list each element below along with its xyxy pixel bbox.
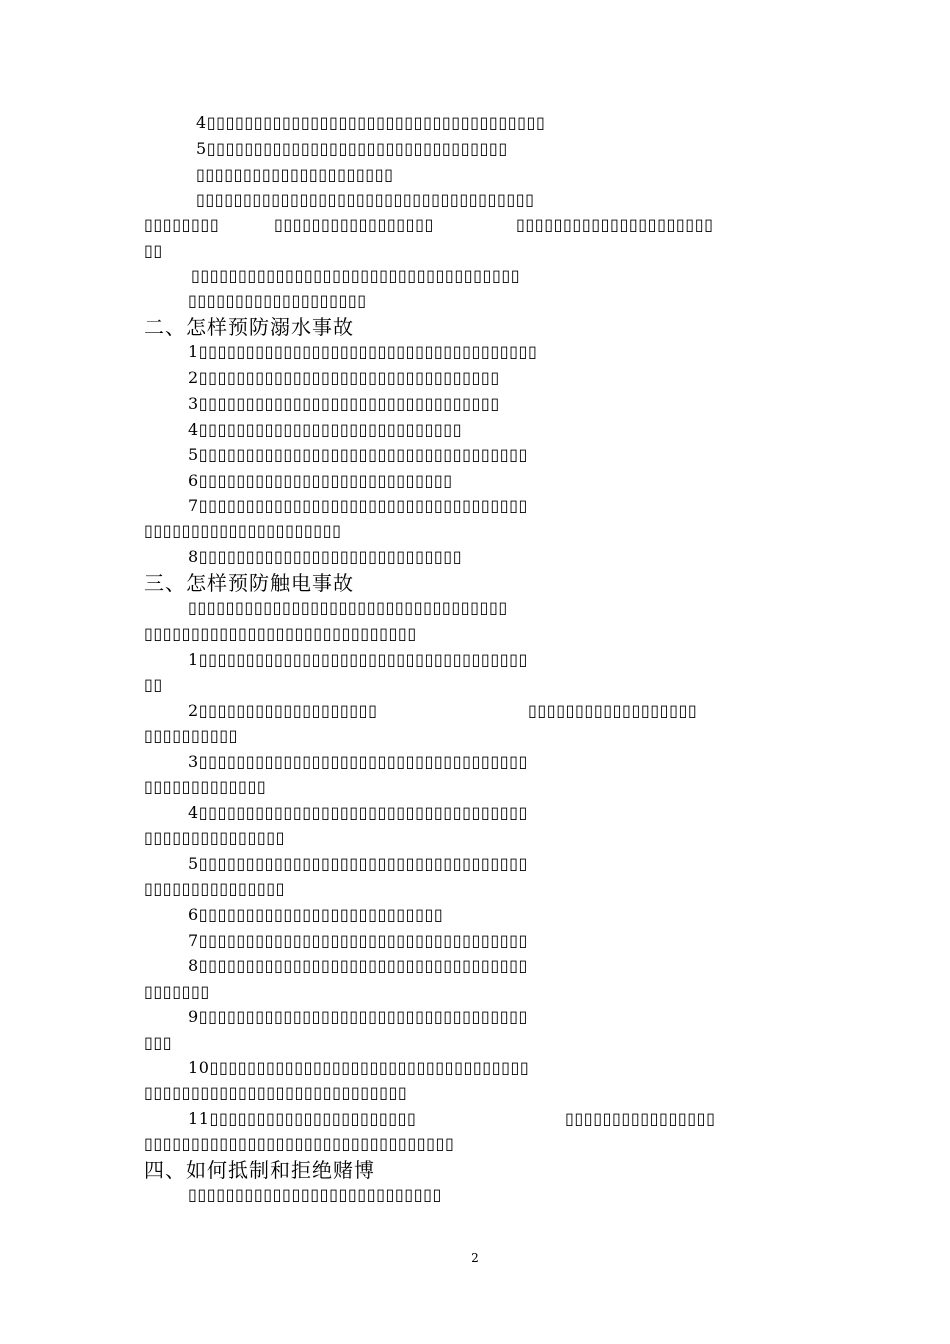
text-line: ▯▯▯▯▯▯▯▯▯▯▯▯▯▯▯▯▯▯▯▯▯▯▯▯▯▯▯▯▯ (144, 624, 417, 643)
text-line: ▯▯▯ (144, 1033, 173, 1052)
text-line: ▯▯ (144, 241, 163, 260)
text-line: 5▯▯▯▯▯▯▯▯▯▯▯▯▯▯▯▯▯▯▯▯▯▯▯▯▯▯▯▯▯▯▯▯▯▯▯ (188, 854, 528, 873)
text-line: ▯▯▯▯▯▯▯▯▯▯▯▯▯▯▯▯▯▯▯▯▯▯▯▯▯▯▯▯▯▯▯▯▯▯▯▯ (196, 190, 535, 209)
text-line: ▯▯▯▯▯▯▯▯▯▯ (144, 726, 239, 745)
text-line: 3▯▯▯▯▯▯▯▯▯▯▯▯▯▯▯▯▯▯▯▯▯▯▯▯▯▯▯▯▯▯▯▯ (188, 394, 500, 413)
text-line: 8▯▯▯▯▯▯▯▯▯▯▯▯▯▯▯▯▯▯▯▯▯▯▯▯▯▯▯▯ (188, 547, 463, 566)
text-line: 5▯▯▯▯▯▯▯▯▯▯▯▯▯▯▯▯▯▯▯▯▯▯▯▯▯▯▯▯▯▯▯▯▯▯▯ (188, 445, 528, 464)
section-heading: 四、如何抵制和拒绝赌博 (144, 1158, 375, 1182)
text-line: 6▯▯▯▯▯▯▯▯▯▯▯▯▯▯▯▯▯▯▯▯▯▯▯▯▯▯ (188, 905, 444, 924)
text-line: 4▯▯▯▯▯▯▯▯▯▯▯▯▯▯▯▯▯▯▯▯▯▯▯▯▯▯▯▯ (188, 420, 463, 439)
text-line: ▯▯▯▯▯▯▯▯▯▯▯▯▯▯▯▯▯▯▯▯▯▯▯▯▯▯▯▯▯▯▯▯▯ (144, 1134, 455, 1153)
text-line: ▯▯▯▯▯▯▯▯▯▯▯▯▯▯▯ (144, 879, 286, 898)
text-line: ▯▯▯▯▯▯▯▯▯▯▯▯▯▯▯▯▯▯▯▯▯▯▯▯▯▯▯▯▯▯▯▯▯▯ (188, 598, 508, 617)
text-line: ▯▯▯▯▯▯▯▯▯▯▯▯▯▯▯▯▯▯▯ (188, 291, 367, 310)
text-line: ▯▯▯▯▯▯▯▯▯▯▯▯▯▯▯▯▯▯▯▯▯ (196, 165, 394, 184)
text-line: 7▯▯▯▯▯▯▯▯▯▯▯▯▯▯▯▯▯▯▯▯▯▯▯▯▯▯▯▯▯▯▯▯▯▯▯ (188, 496, 528, 515)
text-line: ▯▯▯▯▯▯▯▯▯▯▯▯▯▯▯ (144, 828, 286, 847)
text-line: ▯▯▯▯▯▯▯▯▯▯▯▯▯▯▯▯▯▯▯▯▯▯▯▯▯▯▯▯ (144, 1083, 408, 1102)
text-line: 2▯▯▯▯▯▯▯▯▯▯▯▯▯▯▯▯▯▯▯ (188, 701, 378, 720)
text-line: ▯▯▯▯▯▯▯▯▯▯▯▯▯▯▯▯▯▯▯▯▯▯▯▯▯▯▯ (188, 1185, 442, 1204)
section-heading: 二、怎样预防溺水事故 (144, 315, 354, 339)
text-line: 11▯▯▯▯▯▯▯▯▯▯▯▯▯▯▯▯▯▯▯▯▯▯ (188, 1109, 417, 1128)
text-line: 3▯▯▯▯▯▯▯▯▯▯▯▯▯▯▯▯▯▯▯▯▯▯▯▯▯▯▯▯▯▯▯▯▯▯▯ (188, 752, 528, 771)
text-line: 4▯▯▯▯▯▯▯▯▯▯▯▯▯▯▯▯▯▯▯▯▯▯▯▯▯▯▯▯▯▯▯▯▯▯▯▯ (196, 113, 546, 132)
text-line: 5▯▯▯▯▯▯▯▯▯▯▯▯▯▯▯▯▯▯▯▯▯▯▯▯▯▯▯▯▯▯▯▯ (196, 139, 508, 158)
text-line: ▯▯▯▯▯▯▯▯▯▯▯▯▯▯▯▯ (565, 1109, 716, 1128)
page-number: 2 (471, 1251, 479, 1265)
text-line: ▯▯▯▯▯▯▯▯▯▯▯▯▯ (144, 777, 267, 796)
section-heading: 三、怎样预防触电事故 (144, 571, 354, 595)
text-line: 4▯▯▯▯▯▯▯▯▯▯▯▯▯▯▯▯▯▯▯▯▯▯▯▯▯▯▯▯▯▯▯▯▯▯▯ (188, 803, 528, 822)
text-line: 9▯▯▯▯▯▯▯▯▯▯▯▯▯▯▯▯▯▯▯▯▯▯▯▯▯▯▯▯▯▯▯▯▯▯▯ (188, 1007, 528, 1026)
text-line: ▯▯▯▯▯▯▯▯▯▯▯▯▯▯▯▯▯ (274, 215, 434, 234)
text-line: ▯▯ (144, 675, 163, 694)
text-line: ▯▯▯▯▯▯▯▯▯▯▯▯▯▯▯▯▯▯▯▯▯▯▯▯▯▯▯▯▯▯▯▯▯▯▯ (191, 266, 521, 285)
text-line: 7▯▯▯▯▯▯▯▯▯▯▯▯▯▯▯▯▯▯▯▯▯▯▯▯▯▯▯▯▯▯▯▯▯▯▯ (188, 931, 528, 950)
text-line: ▯▯▯▯▯▯▯ (144, 982, 210, 1001)
text-line: 2▯▯▯▯▯▯▯▯▯▯▯▯▯▯▯▯▯▯▯▯▯▯▯▯▯▯▯▯▯▯▯▯ (188, 368, 500, 387)
text-line: ▯▯▯▯▯▯▯▯▯▯▯▯▯▯▯▯▯▯ (528, 701, 698, 720)
text-line: 6▯▯▯▯▯▯▯▯▯▯▯▯▯▯▯▯▯▯▯▯▯▯▯▯▯▯▯ (188, 471, 453, 490)
text-line: 10▯▯▯▯▯▯▯▯▯▯▯▯▯▯▯▯▯▯▯▯▯▯▯▯▯▯▯▯▯▯▯▯▯▯ (188, 1058, 530, 1077)
text-line: ▯▯▯▯▯▯▯▯ (144, 215, 220, 234)
text-line: 1▯▯▯▯▯▯▯▯▯▯▯▯▯▯▯▯▯▯▯▯▯▯▯▯▯▯▯▯▯▯▯▯▯▯▯▯ (188, 342, 538, 361)
text-line: 1▯▯▯▯▯▯▯▯▯▯▯▯▯▯▯▯▯▯▯▯▯▯▯▯▯▯▯▯▯▯▯▯▯▯▯ (188, 650, 528, 669)
text-line: ▯▯▯▯▯▯▯▯▯▯▯▯▯▯▯▯▯▯▯▯▯ (144, 521, 342, 540)
text-line: ▯▯▯▯▯▯▯▯▯▯▯▯▯▯▯▯▯▯▯▯▯ (516, 215, 714, 234)
text-line: 8▯▯▯▯▯▯▯▯▯▯▯▯▯▯▯▯▯▯▯▯▯▯▯▯▯▯▯▯▯▯▯▯▯▯▯ (188, 956, 528, 975)
